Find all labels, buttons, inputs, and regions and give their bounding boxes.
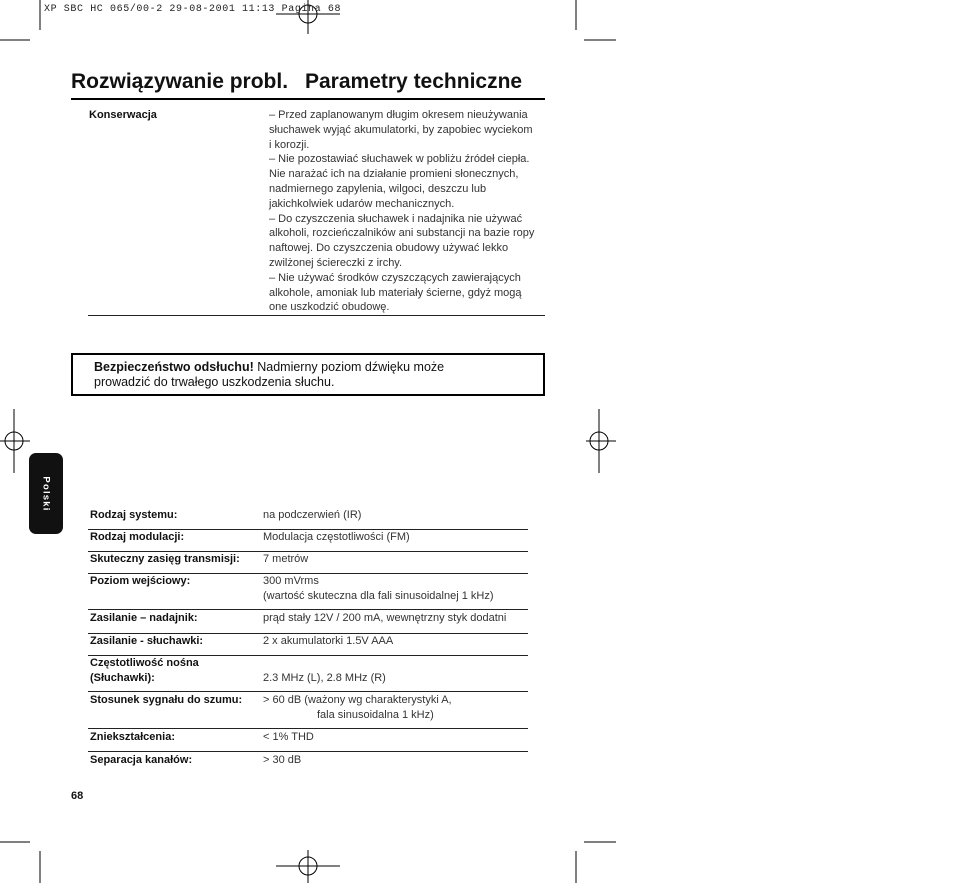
language-tab-label: Polski [40,475,52,512]
title-rule [71,98,545,100]
spec-value: Modulacja częstotliwości (FM) [263,531,410,543]
spec-label: Zasilanie - słuchawki: [90,635,204,647]
spec-row [88,574,528,610]
section-title-troubleshooting: Rozwiązywanie probl. [71,70,289,93]
maintenance-line: nadmiernego zapylenia, wilgoci, deszczu lub [269,182,487,195]
maintenance-line: jakichkolwiek udarów mechanicznych. [269,197,455,210]
maintenance-line: – Nie pozostawiać słuchawek w pobliżu źródeł ciepła. [269,153,530,166]
spec-label: Stosunek sygnału do szumu: [90,694,243,706]
spec-value: > 30 dB [263,754,302,766]
spec-row [88,753,528,773]
spec-value: na podczerwień (IR) [263,509,362,521]
warning-text-line1: Nadmierny poziom dźwięku może [253,360,445,374]
hearing-safety-warning [71,353,545,396]
spec-row [88,611,528,634]
spec-value: prąd stały 12V / 200 mA, wewnętrzny styk dodatni [263,612,507,624]
maintenance-line: – Do czyszczenia słuchawek i nadajnika nie używać [269,212,523,225]
spec-row [88,530,528,552]
spec-label-line: (Słuchawki): [90,671,155,684]
maintenance-rule [88,315,545,316]
maintenance-line: słuchawek wyjąć akumulatorki, by zapobiec wyciekom [269,123,533,136]
maintenance-text [269,108,559,315]
spec-value [263,693,452,722]
maintenance-line: – Nie używać środków czyszczących zawierających [269,271,521,284]
warning-heading: Bezpieczeństwo odsłuchu! [94,360,254,374]
spec-label-line: Częstotliwość nośna [90,657,199,669]
maintenance-label: Konserwacja [89,109,157,121]
spec-value-line: fala sinusoidalna 1 kHz) [317,708,434,721]
spec-label: Skuteczny zasięg transmisji: [90,553,240,565]
spec-value: 2 x akumulatorki 1.5V AAA [263,635,394,647]
maintenance-line: alkoholi, rozcieńczalników ani substancji na bazie ropy [269,227,535,240]
spec-row [88,552,528,574]
print-slug: XP SBC HC 065/00-2 29-08-2001 11:13 Pagina 68 [44,4,342,15]
spec-label: Rodzaj systemu: [90,509,178,521]
maintenance-line: zwilżonej ściereczki z irchy. [269,256,403,269]
spec-value: < 1% THD [263,731,314,743]
maintenance-line: Nie narażać ich na działanie promieni słonecznych, [269,168,519,181]
spec-value [263,574,494,603]
spec-row [88,693,528,729]
spec-value-line: > 60 dB (ważony wg charakterystyki A, [263,694,452,706]
spec-value-line: (wartość skuteczna dla fali sinusoidalnej 1 kHz) [263,589,494,602]
spec-label: Zniekształcenia: [90,731,175,743]
spec-label: Zasilanie – nadajnik: [90,612,198,624]
spec-row [88,730,528,752]
spec-value: 7 metrów [263,553,309,565]
spec-row [88,508,528,530]
spec-label [90,656,260,685]
maintenance-line: one uszkodzić obudowę. [269,301,390,314]
maintenance-line: naftowej. Do czyszczenia obudowy używać lekko [269,242,509,255]
warning-text-line2: prowadzić do trwałego uszkodzenia słuchu. [94,375,335,389]
maintenance-line: – Przed zaplanowanym długim okresem nieużywania [269,109,528,121]
spec-row [88,656,528,692]
spec-label: Poziom wejściowy: [90,575,191,587]
section-title-specifications: Parametry techniczne [305,70,523,93]
spec-row [88,634,528,656]
maintenance-line: i korozji. [269,138,310,151]
language-tab [29,453,63,534]
spec-label: Rodzaj modulacji: [90,531,185,543]
spec-label: Separacja kanałów: [90,754,193,766]
spec-value: 2.3 MHz (L), 2.8 MHz (R) [263,671,386,684]
spec-value-line: 300 mVrms [263,575,319,587]
maintenance-line: alkohole, amoniak lub materiały ścierne, gdyż mogą [269,286,522,299]
page-number: 68 [71,790,84,802]
